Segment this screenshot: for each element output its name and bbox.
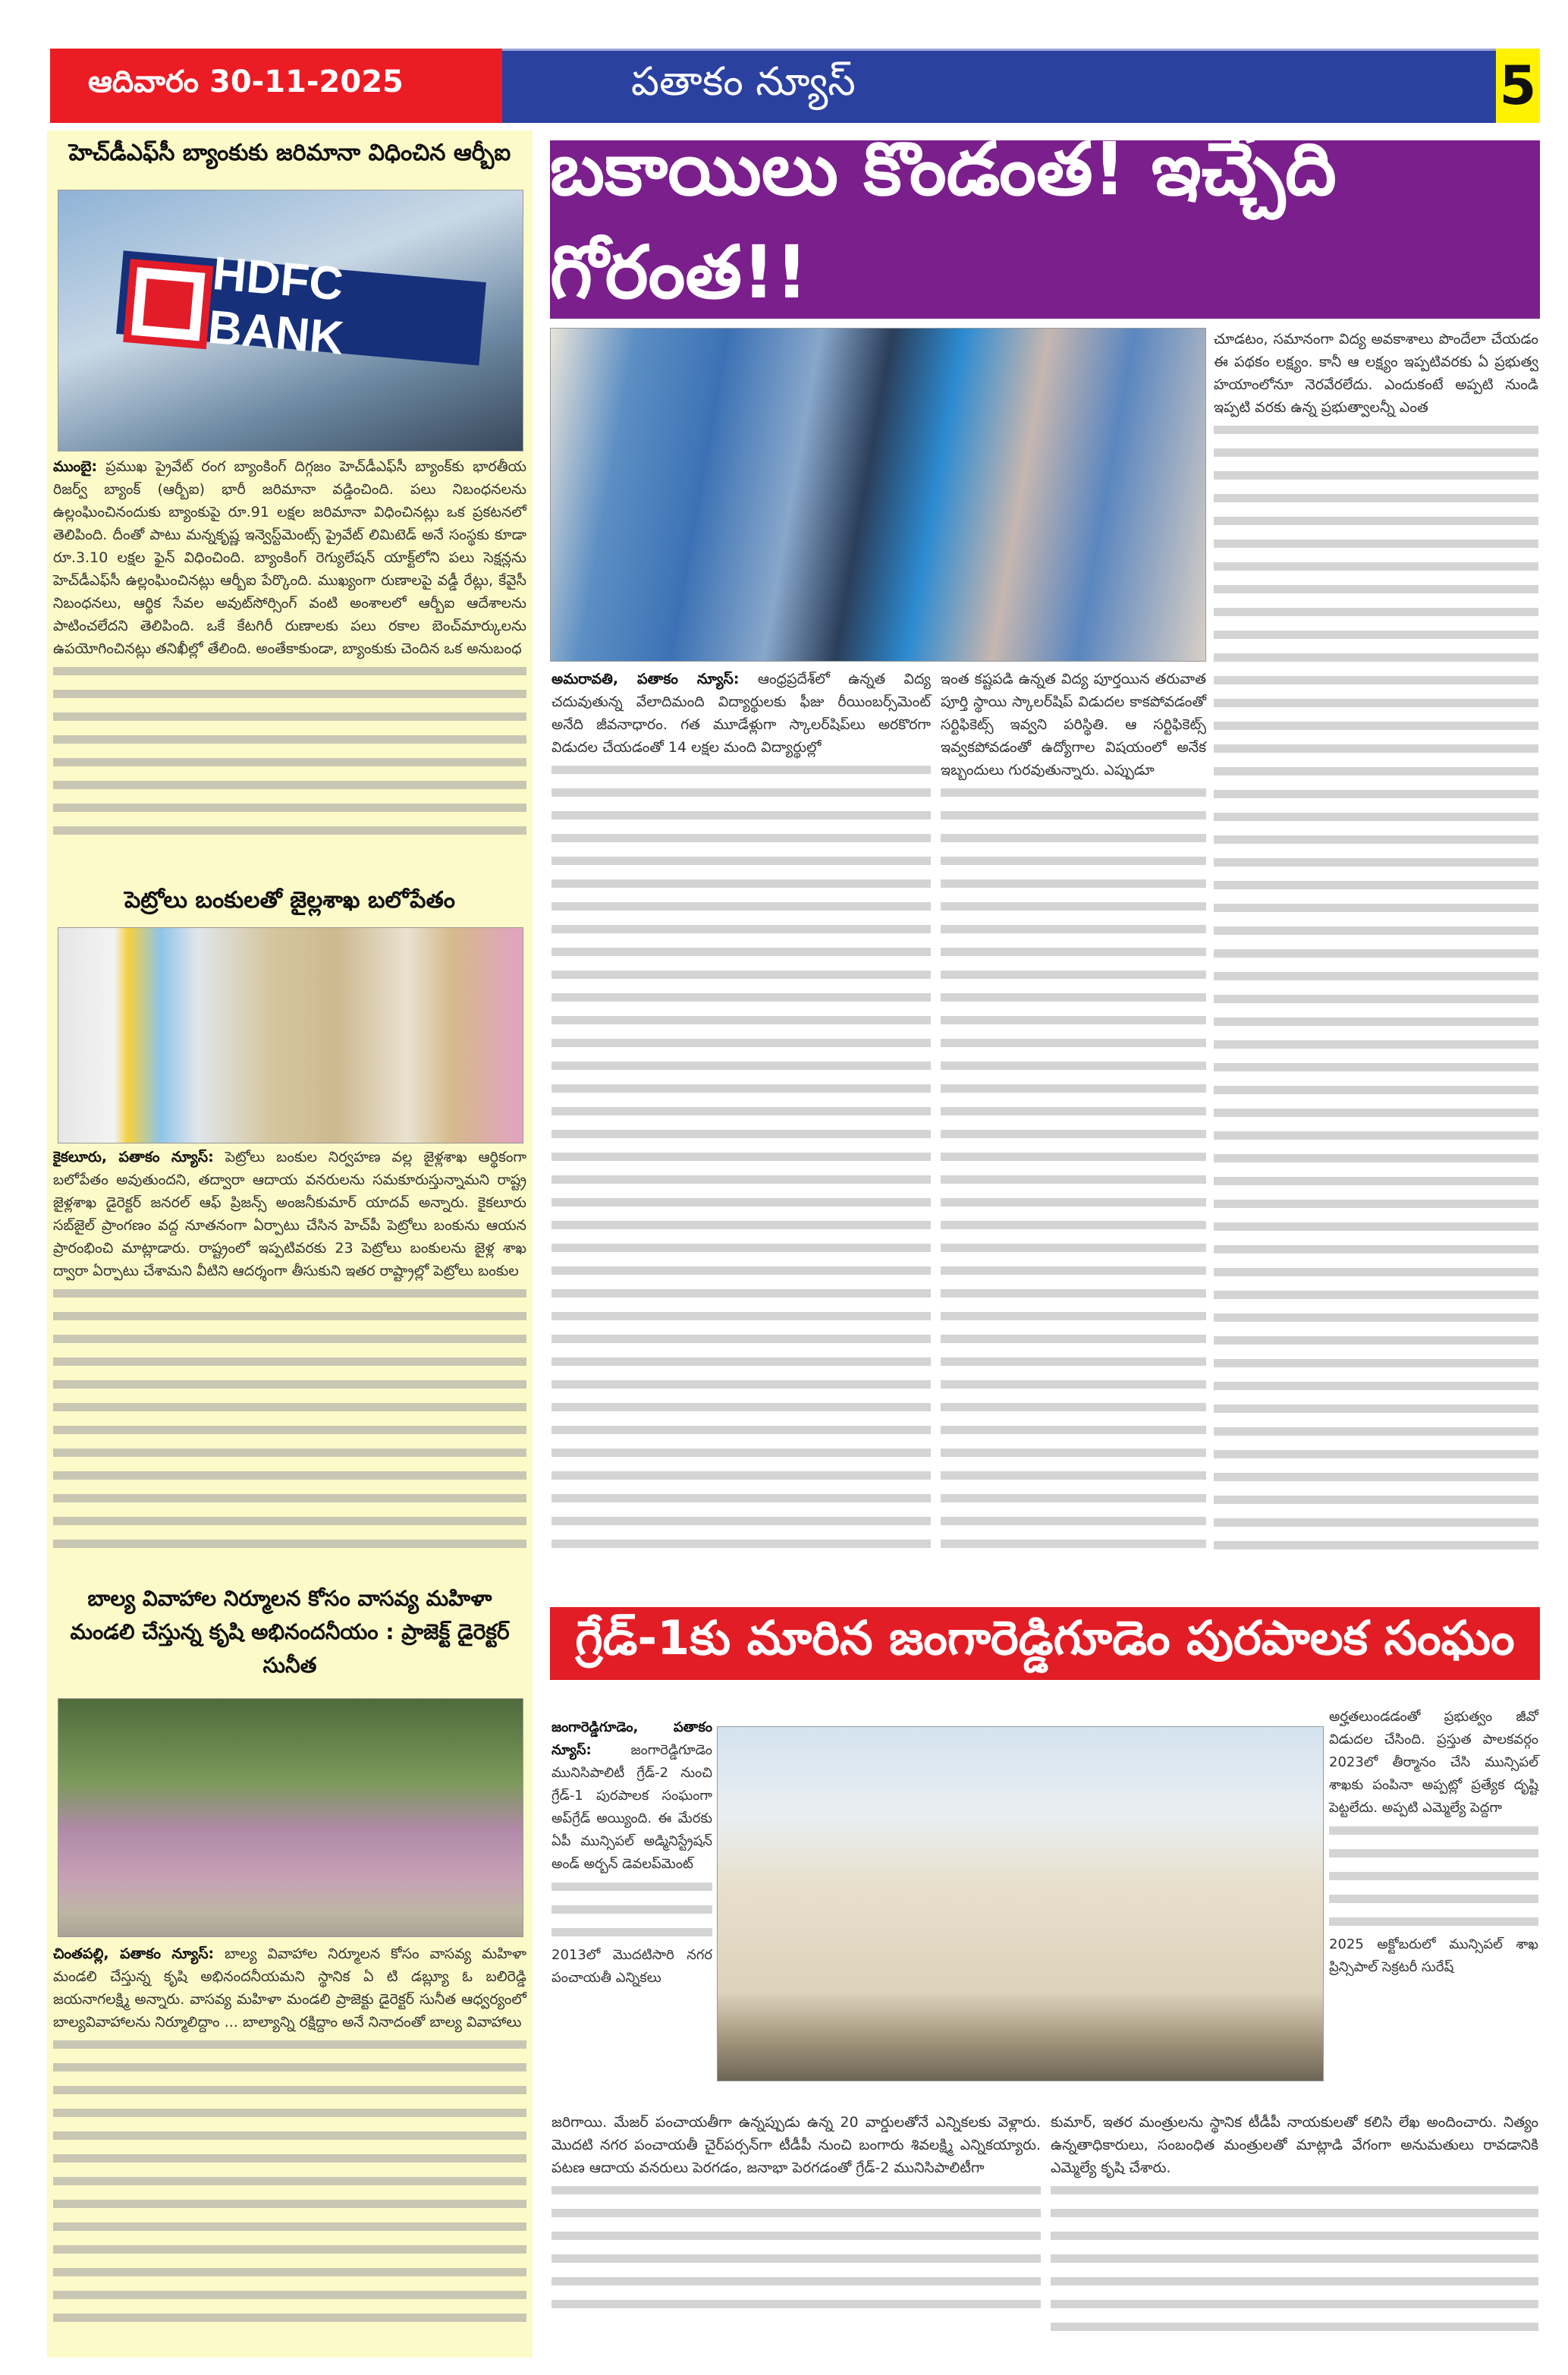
grade1-left-continued bbox=[551, 1876, 712, 1944]
hdfc-dateline: ముంబై: bbox=[53, 458, 98, 475]
petrol-headline: పెట్రోలు బంకులతో జైల్లశాఖ బలోపేతం bbox=[124, 887, 456, 914]
hdfc-body bbox=[53, 455, 526, 660]
child-marriage-headline: బాల్య వివాహాల నిర్మూలన కోసం వాసవ్య మహిళా మండలి చేస్తున్న కృషి అభినందనీయం : ప్రాజెక్ట్ డైరెక్టర్ సునీత bbox=[70, 1586, 510, 1678]
grade1-bottom-right-text: కుమార్, ఇతర మంత్రులను స్థానిక టీడీపీ నాయకులతో కలిసి లేఖ అందించారు. నిత్యం ఉన్నతాధికారులు, సంబంధిత మంత్రులతో మాట్లాడి వేగంగా అనుమతులు రావడానికి ఎమ్మెల్యే కృషి చేశారు. bbox=[1051, 2114, 1538, 2176]
child-marriage-dateline: చింతపల్లి, పతాకం న్యూస్: bbox=[53, 1946, 215, 1962]
grade1-headline: గ్రేడ్-1కు మారిన జంగారెడ్డిగూడెం పురపాలక సంఘం bbox=[550, 1607, 1540, 1680]
child-marriage-body-continued bbox=[53, 2034, 526, 2329]
municipal-office-building-photo bbox=[717, 1726, 1324, 2081]
fees-col2-continued bbox=[941, 782, 1206, 1556]
masthead-title: పతాకం న్యూస్ bbox=[502, 49, 1496, 123]
fees-col1-text: ఆంధ్రప్రదేశ్‌లో ఉన్నత విద్య చదువుతున్న వేలాదిమంది విద్యార్థులకు ఫీజు రీయింబర్స్‌మెంట్ అనేది జీవనాధారం. గత మూడేళ్లుగా స్కాలర్‌షిప్‌లు అరకొరగా విడుదల చేయడంతో 14 లక్షల మంది విద్యార్థుల్లో bbox=[551, 671, 931, 756]
grade1-bottom-left-text: జరిగాయి. మేజర్ పంచాయతీగా ఉన్నప్పుడు ఉన్న 20 వార్డులతోనే ఎన్నికలకు వెళ్లారు. మొదటి నగర పంచాయతీ చైర్‌పర్సన్‌గా టీడీపీ నుంచి బంగారు శివలక్ష్మి ఎన్నికయ్యారు. పటణ ఆదాయ వనరులు పెరగడం, జనాభా పెరగడంతో గ్రేడ్-2 మునిసిపాలిటీగా bbox=[551, 2114, 1041, 2176]
grade1-right-text: అర్హతలుండడంతో ప్రభుత్వం జీవో విడుదల చేసింది. ప్రస్తుత పాలకవర్గం 2023లో తీర్మానం చేసి మున్సిపల్ శాఖకు పంపినా అప్పట్లో ప్రత్యేక దృష్టి పెట్టలేదు. అప్పటి ఎమ్మెల్యే పెద్దగా bbox=[1329, 1709, 1538, 1816]
fees-col3-text: చూడటం, సమానంగా విద్య అవకాశాలు పొందేలా చేయడం ఈ పథకం లక్ష్యం. కానీ ఆ లక్ష్యం ఇప్పటివరకు ఏ ప్రభుత్వ హయాంలోనూ నెరవేరలేదు. ఎందుకంటే అప్పటి నుండి ఇప్పటి వరకు ఉన్న ప్రభుత్వాలన్నీ ఎంత bbox=[1214, 331, 1538, 416]
hdfc-body-continued bbox=[53, 660, 526, 842]
grade1-left bbox=[551, 1716, 712, 1876]
page-number: 5 bbox=[1496, 49, 1540, 123]
awareness-rally-photo bbox=[58, 1698, 523, 1937]
fees-col1-continued bbox=[551, 759, 931, 1556]
petrol-dateline: కైకలూరు, పతాకం న్యూస్: bbox=[53, 1149, 214, 1165]
hdfc-headline: హెచ్‌డీఎఫ్‌సీ బ్యాంకుకు జరిమానా విధించిన ఆర్బీఐ bbox=[68, 140, 511, 166]
grade1-left-text: జంగారెడ్డిగూడెం మునిసిపాలిటీ గ్రేడ్-2 నుంచి గ్రేడ్-1 పురపాలక సంఘంగా అప్‌గ్రేడ్ అయ్యింది. ఈ మేరకు ఏపీ మున్సిపల్ అడ్మినిస్ట్రేషన్ అండ్ అర్బన్ డెవలప్‌మెంట్ bbox=[551, 1742, 712, 1872]
hdfc-bank-sign bbox=[116, 247, 486, 365]
petrol-body bbox=[53, 1146, 526, 1282]
fees-col2-text: ఇంత కష్టపడి ఉన్నత విద్య పూర్తయిన తరువాత పూర్తి స్థాయి స్కాలర్‌షిప్ విడుదల కాకపోవడంతో సర్టిఫికెట్స్ ఇవ్వని పరిస్థితి. ఆ సర్టిఫికెట్స్ ఇవ్వకపోవడంతో ఉద్యోగాల విషయంలో అనేక ఇబ్బందులు గురవుతున్నారు. ఎప్పుడూ bbox=[941, 671, 1206, 779]
petrol-bunk-inauguration-photo bbox=[58, 927, 523, 1143]
child-marriage-body-text: బాల్య వివాహాల నిర్మూలన కోసం వాసవ్య మహిళా మండలి చేస్తున్న కృషి అభినందనీయమని స్థానిక ఏ టి డబ్ల్యూ ఓ బలిరెడ్డి జయనాగలక్ష్మి అన్నారు. వాసవ్య మహిళా మండలి ప్రాజెక్టు డైరెక్టర్ సునీత ఆధ్వర్యంలో బాల్యవివాహాలను నిర్మూలిద్దాం ... బాల్యాన్ని రక్షిద్దాం అనే నినాదంతో బాల్య వివాహాలు bbox=[53, 1946, 526, 2031]
students-photo bbox=[550, 328, 1206, 662]
hdfc-body-text: ప్రముఖ ప్రైవేట్ రంగ బ్యాంకింగ్ దిగ్గజం హెచ్‌డీఎఫ్‌సీ బ్యాంక్‌కు భారతీయ రిజర్వ్ బ్యాంక్ (ఆర్బీఐ) భారీ జరిమానా వడ్డించింది. పలు నిబంధనలను ఉల్లంఘించినందుకు బ్యాంకుపై రూ.91 లక్షల జరిమానా విధించినట్లు ఒక ప్రకటనలో తెలిపింది. దీంతో పాటు మన్నకృష్ణ ఇన్వెస్ట్‌మెంట్స్ ప్రైవేట్ లిమిటెడ్ అనే సంస్థకు కూడా రూ.3.10 లక్షల ఫైన్ విధించింది. బ్యాంకింగ్ రెగ్యులేషన్ యాక్ట్‌లోని పలు సెక్షన్లను హెచ్‌డీఎఫ్‌సీ ఉల్లంఘించినట్లు ఆర్బీఐ పేర్కొంది. ముఖ్యంగా రుణాలపై వడ్డీ రేట్లు, కేవైసీ నిబంధనలు, ఆర్థిక సేవల అవుట్‌సోర్సింగ్ వంటి అంశాలలో ఆర్బీఐ ఆదేశాలను పాటించలేదని తెలిపింది. ఒకే కేటగిరీ రుణాలకు పలు రకాల బెంచ్‌మార్కులను ఉపయోగించినట్లు తనిఖీల్లో తేలింది. అంతేకాకుండా, బ్యాంకుకు చెందిన ఒక అనుబంధ bbox=[53, 458, 526, 657]
grade1-bottom-left-continued bbox=[551, 2179, 1041, 2316]
grade1-right-end: 2025 అక్టోబరులో మున్సిపల్ శాఖ ప్రిన్సిపాల్ సెక్రటరీ సురేష్ bbox=[1329, 1936, 1538, 1975]
fees-dateline: అమరావతి, పతాకం న్యూస్: bbox=[551, 671, 740, 687]
hdfc-sign-text: HDFC BANK bbox=[206, 247, 346, 365]
hdfc-bank-photo bbox=[58, 190, 523, 451]
child-marriage-body bbox=[53, 1942, 526, 2034]
fees-headline: బకాయిలు కొండంత! ఇచ్చేది గోరంత!! bbox=[550, 140, 1540, 319]
hdfc-logo-icon bbox=[131, 267, 206, 341]
grade1-bottom-right-continued bbox=[1051, 2179, 1538, 2331]
grade1-right-continued bbox=[1329, 1820, 1538, 1933]
issue-date: ఆదివారం 30-11-2025 bbox=[50, 49, 502, 123]
petrol-body-continued bbox=[53, 1282, 526, 1556]
petrol-body-text: పెట్రోలు బంకుల నిర్వహణ వల్ల జైళ్లశాఖ ఆర్థికంగా బలోపేతం అవుతుందని, తద్వారా ఆదాయ వనరులను సమకూరుస్తున్నామని రాష్ట్ర జైళ్లశాఖ డైరెక్టర్ జనరల్ ఆఫ్ ప్రిజన్స్ అంజనీకుమార్ యాదవ్ అన్నారు. కైకలూరు సబ్‌జైల్ ప్రాంగణం వద్ద నూతనంగా ఏర్పాటు చేసిన హెచ్‌పీ పెట్రోలు బంకును ఆయన ప్రారంభించి మాట్లాడారు. రాష్ట్రంలో ఇప్పటివరకు 23 పెట్రోలు బంకులను జైళ్ల శాఖ ద్వారా ఏర్పాటు చేశామని వీటిని ఆదర్శంగా తీసుకుని ఇతర రాష్ట్రాల్లో పెట్రోలు బంకుల bbox=[53, 1149, 526, 1279]
fees-col3-continued bbox=[1214, 419, 1538, 1557]
grade1-left-end: 2013లో మొదటిసారి నగర పంచాయతీ ఎన్నికలు bbox=[551, 1947, 712, 1986]
fees-col1 bbox=[551, 668, 931, 759]
grade1-dateline: జంగారెడ్డిగూడెం, పతాకం న్యూస్: bbox=[551, 1719, 712, 1758]
